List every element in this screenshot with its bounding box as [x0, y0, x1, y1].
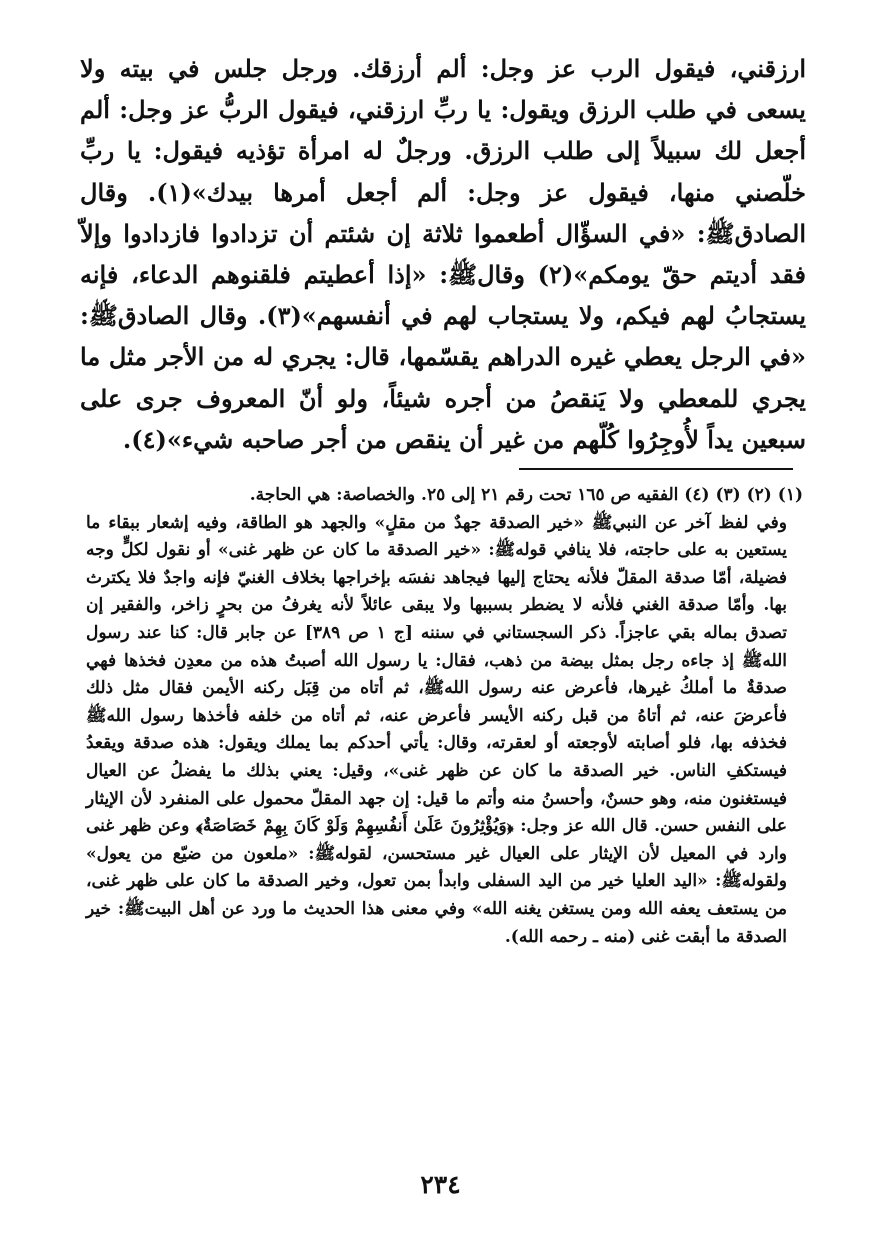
main-text [80, 48, 806, 460]
footnote-commentary: وفي لفظ آخر عن النبيﷺ «خير الصدقة جهدٌ من مقلٍ» والجهد هو الطاقة، وفيه إشعار ببقاء ما يستعين به على حاجته، فلا ينافي قولهﷺ: «خير الصدقة ما كان عن ظهر غنى» أو نقول لكلٍّ وجه فضيلة، أمّا صدقة المقلّ فلأنه يحتاج إليها فيجاهد نفسَه بإخراجها بخلاف الغنيّ فإنه واجدٌ فلا يكترث بها. وأمّا صدقة الغني فلأنه لا يضطر بسببها ولا يبقى عائلاً لأنه يغرفُ من بحرٍ زاخر، والفقير إن تصدق بماله بقي عاجزاً. ذكر السجستاني في سننه [ج ١ ص ٣٨٩] عن جابر قال: كنا عند رسول اللهﷺ إذ جاءه رجل بمثل بيضة من ذهب، فقال: يا رسول الله أصبتُ هذه من معدِن فخذها فهي صدقةٌ ما أملكُ غيرها، فأعرض عنه رسول اللهﷺ، ثم أتاه من قِبَل ركنه الأيمن فقال مثل ذلك فأعرضَ عنه، ثم أتاهُ من قبل ركنه الأيسر فأعرض عنه، ثم أتاه من خلفه فأخذها رسول اللهﷺ فخذفه بها، فلو أصابته لأوجعته أو لعقرته، وقال: يأتي أحدكم بما يملك ويقول: هذه صدقة ويقعدُ فيستكفِ الناس. خير الصدقة ما كان عن ظهر غنى»، وقيل: يعني بذلك ما يفضلُ عن العيال فيستغنون منه، وهو حسنٌ، وأحسنُ منه وأتم ما قيل: إن جهد المقلّ محمول على المنفرد لأن الإيثار على النفس حسن. قال الله عز وجل: ﴿وَيُؤْثِرُونَ عَلَىٰ أَنفُسِهِمْ وَلَوْ كَانَ بِهِمْ خَصَاصَةٌ﴾ وعن ظهر غنى وارد في المعيل لأن الإيثار على العيال غير مستحسن، لقولهﷺ: «ملعون من ضيّع من يعول» ولقولهﷺ: «اليد العليا خير من اليد السفلى وابدأ بمن تعول، وخير الصدقة ما كان على ظهر غنى، من يستعف يعفه الله ومن يستغن يغنه الله» وفي معنى هذا الحديث ما ورد عن أهل البيتﷺ: خير الصدقة ما أبقت غنى (منه ـ رحمه الله). [86, 512, 788, 947]
main-paragraph: ارزقني، فيقول الرب عز وجل: ألم أرزقك. ورجل جلس في بيته ولا يسعى في طلب الرزق ويقول: يا ربِّ ارزقني، فيقول الربُّ عز وجل: ألم أجعل لك سبيلاً إلى طلب الرزق. ورجلٌ له امرأة تؤذيه فيقول: يا ربِّ خلّصني منها، فيقول عز وجل: ألم أجعل أمرها بيدك»(١). وقال الصادقﷺ: «في السؤّال أطعموا ثلاثة إن شئتم أن تزدادوا فازدادوا وإلاّ فقد أديتم حقّ يومكم»(٢) وقالﷺ: «إذا أعطيتم فلقنوهم الدعاء، فإنه يستجابُ لهم فيكم، ولا يستجاب لهم في أنفسهم»(٣). وقال الصادقﷺ: «في الرجل يعطي غيره الدراهم يقسّمها، قال: يجري له من الأجر مثل ما يجري للمعطي ولا يَنقصُ من أجره شيئاً، ولو أنّ المعروف جرى على سبعين يداً لأُوجِرُوا كُلّهم من غير أن ينقص من أجر صاحبه شيء»(٤). [80, 54, 807, 454]
footnote-references: (١) (٢) (٣) (٤) الفقيه ص ١٦٥ تحت رقم ٢١ إلى ٢٥. والخصاصة: هي الحاجة. [249, 485, 803, 505]
page-number: ٢٣٤ [420, 1170, 461, 1199]
footnote-divider [519, 468, 793, 470]
footnotes [86, 482, 803, 951]
